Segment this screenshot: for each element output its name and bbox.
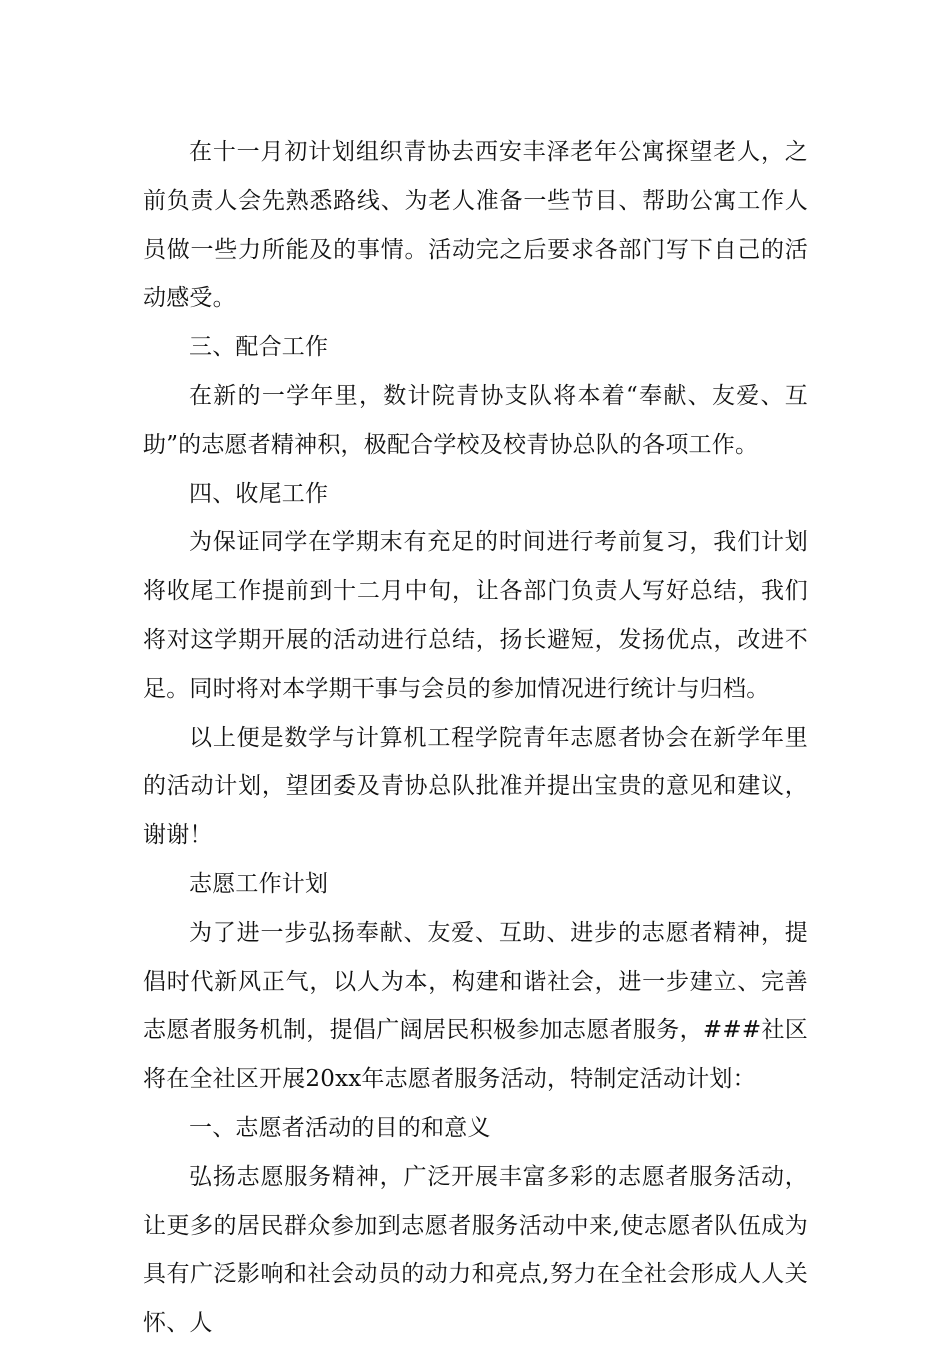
paragraph-wrap-up: 为保证同学在学期末有充足的时间进行考前复习，我们计划将收尾工作提前到十二月中旬，让各部门负责人写好总结，我们将对这学期开展的活动进行总结，扬长避短，发扬优点，改进不足。同时将对本学期干事与会员的参加情况进行统计与归档。 [143,529,808,702]
heading-purpose: 一、志愿者活动的目的和意义 [189,1114,491,1141]
heading-wrap-up: 四、收尾工作 [189,480,329,507]
heading-cooperation: 三、配合工作 [189,334,329,361]
paragraph-cooperation: 在新的一学年里，数计院青协支队将本着“奉献、友爱、互助”的志愿者精神积，极配合学校及校青协总队的各项工作。 [143,382,808,458]
document-body [143,128,808,1348]
paragraph-closing: 以上便是数学与计算机工程学院青年志愿者协会在新学年里的活动计划，望团委及青协总队批准并提出宝贵的意见和建议，谢谢！ [143,724,808,849]
paragraph-purpose: 弘扬志愿服务精神，广泛开展丰富多彩的志愿者服务活动，让更多的居民群众参加到志愿者服务活动中来,使志愿者队伍成为具有广泛影响和社会动员的动力和亮点,努力在全社会形成人人关怀、人 [143,1163,808,1337]
paragraph-volunteer-intro: 为了进一步弘扬奉献、友爱、互助、进步的志愿者精神，提倡时代新风正气，以人为本，构建和谐社会，进一步建立、完善志愿者服务机制，提倡广阔居民积极参加志愿者服务，###社区将在全社区开展20xx年志愿者服务活动，特制定活动计划： [143,919,808,1093]
paragraph-visit-elderly: 在十一月初计划组织青协去西安丰泽老年公寓探望老人，之前负责人会先熟悉路线、为老人准备一些节目、帮助公寓工作人员做一些力所能及的事情。活动完之后要求各部门写下自己的活动感受。 [143,139,808,312]
heading-volunteer-plan: 志愿工作计划 [189,870,329,897]
